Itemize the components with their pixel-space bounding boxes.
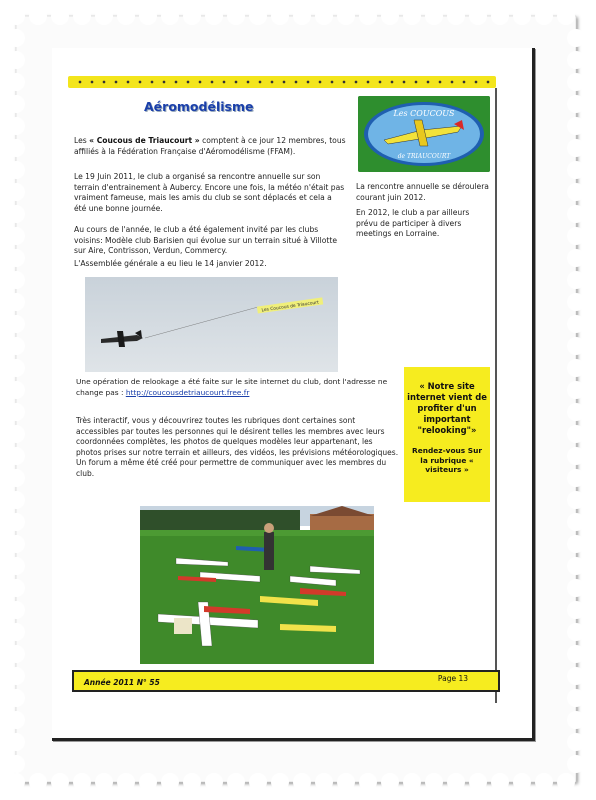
callout-subtext: Rendez-vous Sur la rubrique « visiteurs » [412,446,482,475]
issue-number: Année 2011 N° 55 [84,678,160,687]
plane-banner-photo [85,277,338,372]
banner-text: Les Coucous de Triaucourt [261,300,320,314]
paragraph-invitations: Au cours de l'année, le club a été également invité par les clubs voisins: Modèle club Barisien qui évolue sur un terrain situé à Villotte sur Aire, Contrisson, Verdun, Commercy. [74,225,338,256]
paragraph-website: Très interactif, vous y découvrirez toutes les rubriques dont certaines sont accessibles par toutes les personnes qui le désirent telles les membres avec leurs coordonnées complètes, les photos de quelques modèles leur appartenant, les photos prises sur notre terrain et ailleurs, des vidéos, les prévisions météorologiques. Un forum a même été créé pour permettre de communiquer avec les membres du club. [76,416,399,478]
club-logo [358,96,490,172]
paragraph-assemblee: L'Assemblée générale a eu lieu le 14 janvier 2012. [74,259,267,268]
logo-bottom-text: de TRIAUCOURT [397,153,451,160]
vertical-rule [495,88,497,703]
top-dotted-bar [68,76,496,88]
page-number: Page 13 [437,674,468,683]
page-title: Aéromodélisme [144,99,254,114]
intro-paragraph [74,136,346,157]
intro-suffix: comptent à ce jour 12 membres, tous affiliés à la Fédération Française d'Aéromodélisme (FFAM). [74,136,346,156]
paragraph-rencontre: Le 19 Juin 2011, le club a organisé sa rencontre annuelle sur son terrain d'entrainement à Aubercy. Encore une fois, la météo n'était pas vraiment fameuse, mais les amis du club se sont déplacés et cela a été une bonne journée. [74,172,345,213]
intro-prefix: Les [74,136,90,145]
photo-caption [76,377,406,398]
right-paragraph-1: La rencontre annuelle se déroulera courant juin 2012. [356,182,489,202]
callout-headline: « Notre site internet vient de profiter d'un important "relooking"» [407,381,487,435]
caption-text: Une opération de relookage a été faite sur le site internet du club, dont l'adresse ne change pas : [76,377,388,397]
logo-top-text: Les COUCOUS [393,109,455,118]
club-name: « Coucous de Triaucourt » [89,136,200,145]
page-footer [72,670,500,692]
magazine-page [52,48,535,741]
website-callout-box [404,367,490,502]
club-website-link[interactable]: http://coucousdetriaucourt.free.fr [125,387,250,397]
right-paragraph-2: En 2012, le club a par ailleurs prévu de participer à divers meetings en Lorraine. [356,208,470,239]
field-models-photo [140,506,374,664]
